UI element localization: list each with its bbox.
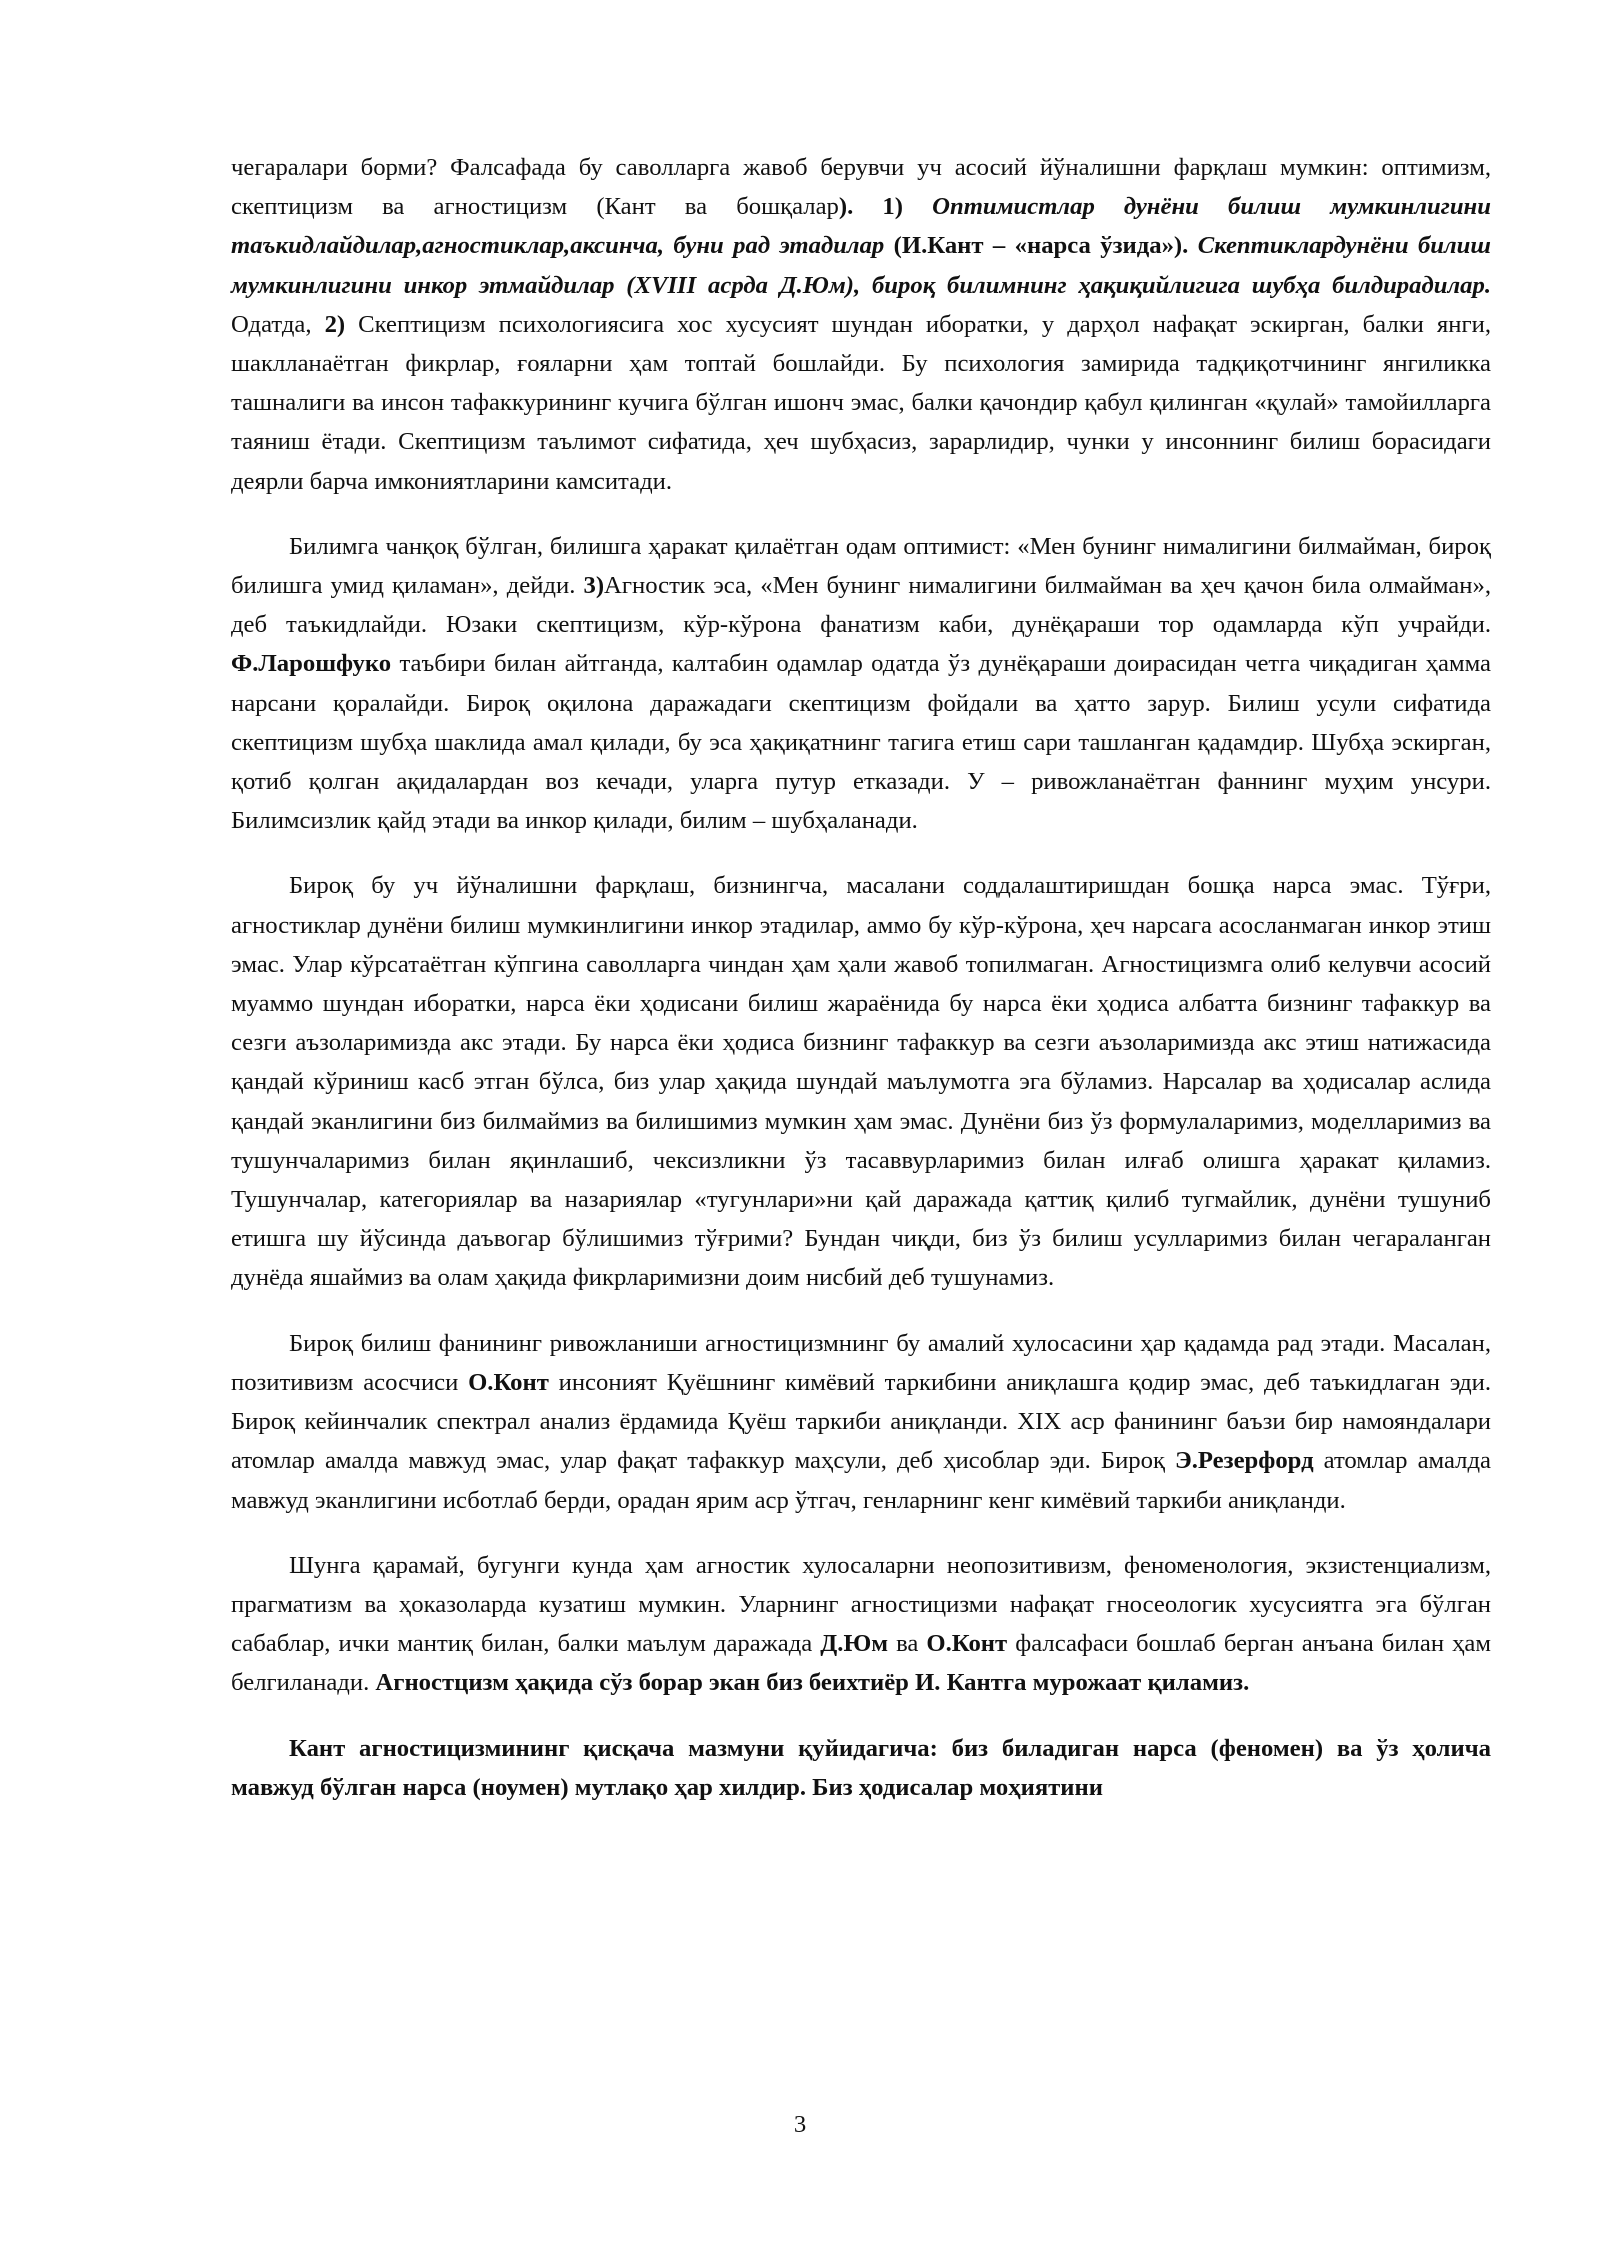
emphasis-text-run: Кант агностицизмининг қисқача мазмуни қуйидагича: биз биладиган нарса (феномен) ва ўз ҳолича мавжуд бўлган нарса (ноумен) мутлақо ҳар хилдир. Биз ҳодисалар моҳиятини (231, 1734, 1491, 1801)
text-run: ва (888, 1630, 927, 1658)
paragraph (231, 1546, 1491, 1703)
paragraph (231, 1729, 1491, 1807)
text-run: Агностик эса, «Мен бунинг нималигини билмайман ва ҳеч қачон била олмайман», деб таъкидлайди. Юзаки скептицизм, кўр-кўрона фанатизм каби, дунёқараши тор одамларда кўп учрайди. (231, 572, 1491, 639)
text-run: чегаралари борми? Фалсафада бу саволларга жавоб берувчи уч асосий йўналишни фарқлаш мумкин: оптимизм, скептицизм ва агностицизм (Кант ва бошқалар (231, 154, 1491, 221)
paragraph (231, 1324, 1491, 1520)
emphasis-text-run: 3) (583, 572, 605, 600)
emphasis-text-run: О.Конт (468, 1368, 549, 1396)
emphasis-text-run: Д.Юм (820, 1630, 889, 1658)
emphasis-text-run: Оптимистлар дунёни билиш мумкинлигини таъкидлайдилар,агностиклар,аксинча, буни рад этадилар (231, 193, 1491, 260)
page-number: 3 (793, 2111, 807, 2138)
text-run: Бироқ билиш фанининг ривожланиши агностицизмнинг бу амалий хулосасини ҳар қадамда рад этади. Масалан, позитивизм асосчиси (231, 1329, 1491, 1396)
emphasis-text-run: Э.Резерфорд (1175, 1447, 1314, 1475)
text-run: Одатда, (231, 310, 325, 338)
emphasis-text-run: ). 1) (838, 193, 933, 221)
emphasis-text-run: 2) (324, 310, 346, 338)
paragraph (231, 527, 1491, 841)
paragraph (231, 866, 1491, 1297)
emphasis-text-run: Скептиклардунёни билиш мумкинлигини инкор этмайдилар (XVIII асрда Д.Юм), бироқ билимнинг ҳақиқийлигига шубҳа билдирадилар. (231, 232, 1491, 299)
text-run: Бироқ бу уч йўналишни фарқлаш, бизнингча, масалани соддалаштиришдан бошқа нарса эмас. Тўғри, агностиклар дунёни билиш мумкинлигини инкор этадилар, аммо бу кўр-кўрона, ҳеч нарсага асосланмаган инкор этиш эмас. Улар кўрсатаётган кўпгина саволларга чиндан ҳам ҳали жавоб топилмаган. Агностицизмга олиб келувчи асосий муаммо шундан иборатки, нарса ёки ҳодисани билиш жараёнида бу нарса ёки ҳодиса албатта бизнинг тафаккур ва сезги аъзоларимизда акс этади. Бу нарса ёки ҳодиса бизнинг тафаккур ва сезги аъзоларимизда акс этиш натижасида қандай кўриниш касб этган бўлса, биз улар ҳақида шундай маълумотга эга бўламиз. Нарсалар ва ҳодисалар аслида қандай эканлигини биз билмаймиз ва билишимиз мумкин ҳам эмас. Дунёни биз ўз формулаларимиз, моделларимиз ва тушунчаларимиз билан яқинлашиб, чексизликни ўз тасаввурларимиз билан илғаб олишга ҳаракат қиламиз. Тушунчалар, категориялар ва назариялар «тугунлари»ни қай даражада қаттиқ қилиб тугмайлик, дунёни тушуниб етишга шу йўсинда даъвогар бўлишимиз тўғрими? Бундан чиқди, биз ўз билиш усулларимиз билан чегараланган дунёда яшаймиз ва олам ҳақида фикрларимизни доим нисбий деб тушунамиз. (231, 872, 1491, 1292)
text-run: инсоният Қуёшнинг кимёвий таркибини аниқлашга қодир эмас, деб таъкидлаган эди. Бироқ кейинчалик спектрал анализ ёрдамида Қуёш таркиби аниқланди. XIX аср фанининг баъзи бир намояндалари атомлар амалда мавжуд эмас, улар фақат тафаккур маҳсули, деб ҳисоблар эди. Бироқ (231, 1368, 1492, 1475)
paragraph-list (231, 148, 1491, 1807)
text-run: атомлар амалда мавжуд эканлигини исботлаб берди, орадан ярим аср ўтгач, генларнинг кенг кимёвий таркиби аниқланди. (231, 1447, 1491, 1514)
emphasis-text-run: (И.Кант – «нарса ўзида»). (884, 232, 1198, 260)
document-body (231, 148, 1491, 1833)
paragraph (231, 148, 1491, 501)
emphasis-text-run: О.Конт (926, 1630, 1008, 1658)
text-run: фалсафаси бошлаб берган анъана билан ҳам белгиланади. (231, 1630, 1491, 1697)
text-run: Скептицизм психологиясига хос хусусият шундан иборатки, у дарҳол нафақат эскирган, балки янги, шаклланаётган фикрлар, ғояларни ҳам топтай бошлайди. Бу психология замирида тадқиқотчининг янгиликка ташналиги ва инсон тафаккурининг кучига бўлган ишонч эмас, балки қачондир қабул қилинган «қулай» тамойилларга таяниш ётади. Скептицизм таълимот сифатида, ҳеч шубҳасиз, зарарлидир, чунки у инсоннинг билиш борасидаги деярли барча имкониятларини камситади. (231, 310, 1491, 495)
emphasis-text-run: Ф.Ларошфуко (231, 650, 392, 678)
emphasis-text-run: Агностцизм ҳақида сўз борар экан биз беихтиёр И. Кантга мурожаат қиламиз. (375, 1669, 1250, 1697)
text-run: таъбири билан айтганда, калтабин одамлар одатда ўз дунёқараши доирасидан четга чиқадиган ҳамма нарсани қоралайди. Бироқ оқилона даражадаги скептицизм фойдали ва ҳатто зарур. Билиш усули сифатида скептицизм шубҳа шаклида амал қилади, бу эса ҳақиқатнинг тагига етиш сари ташланган қадамдир. Шубҳа эскирган, қотиб қолган ақидалардан воз кечади, уларга путур етказади. У – ривожланаётган фаннинг муҳим унсури. Билимсизлик қайд этади ва инкор қилади, билим – шубҳаланади. (231, 650, 1491, 835)
text-run: Билимга чанқоқ бўлган, билишга ҳаракат қилаётган одам оптимист: «Мен бунинг нималигини билмайман, бироқ билишга умид қиламан», дейди. (231, 532, 1491, 600)
text-run: Шунга қарамай, бугунги кунда ҳам агностик хулосаларни неопозитивизм, феноменология, экзистенциализм, прагматизм ва ҳоказоларда кузатиш мумкин. Уларнинг агностицизми нафақат гносеологик хусусиятга эга бўлган сабаблар, ички мантиқ билан, балки маълум даражада (231, 1551, 1491, 1658)
